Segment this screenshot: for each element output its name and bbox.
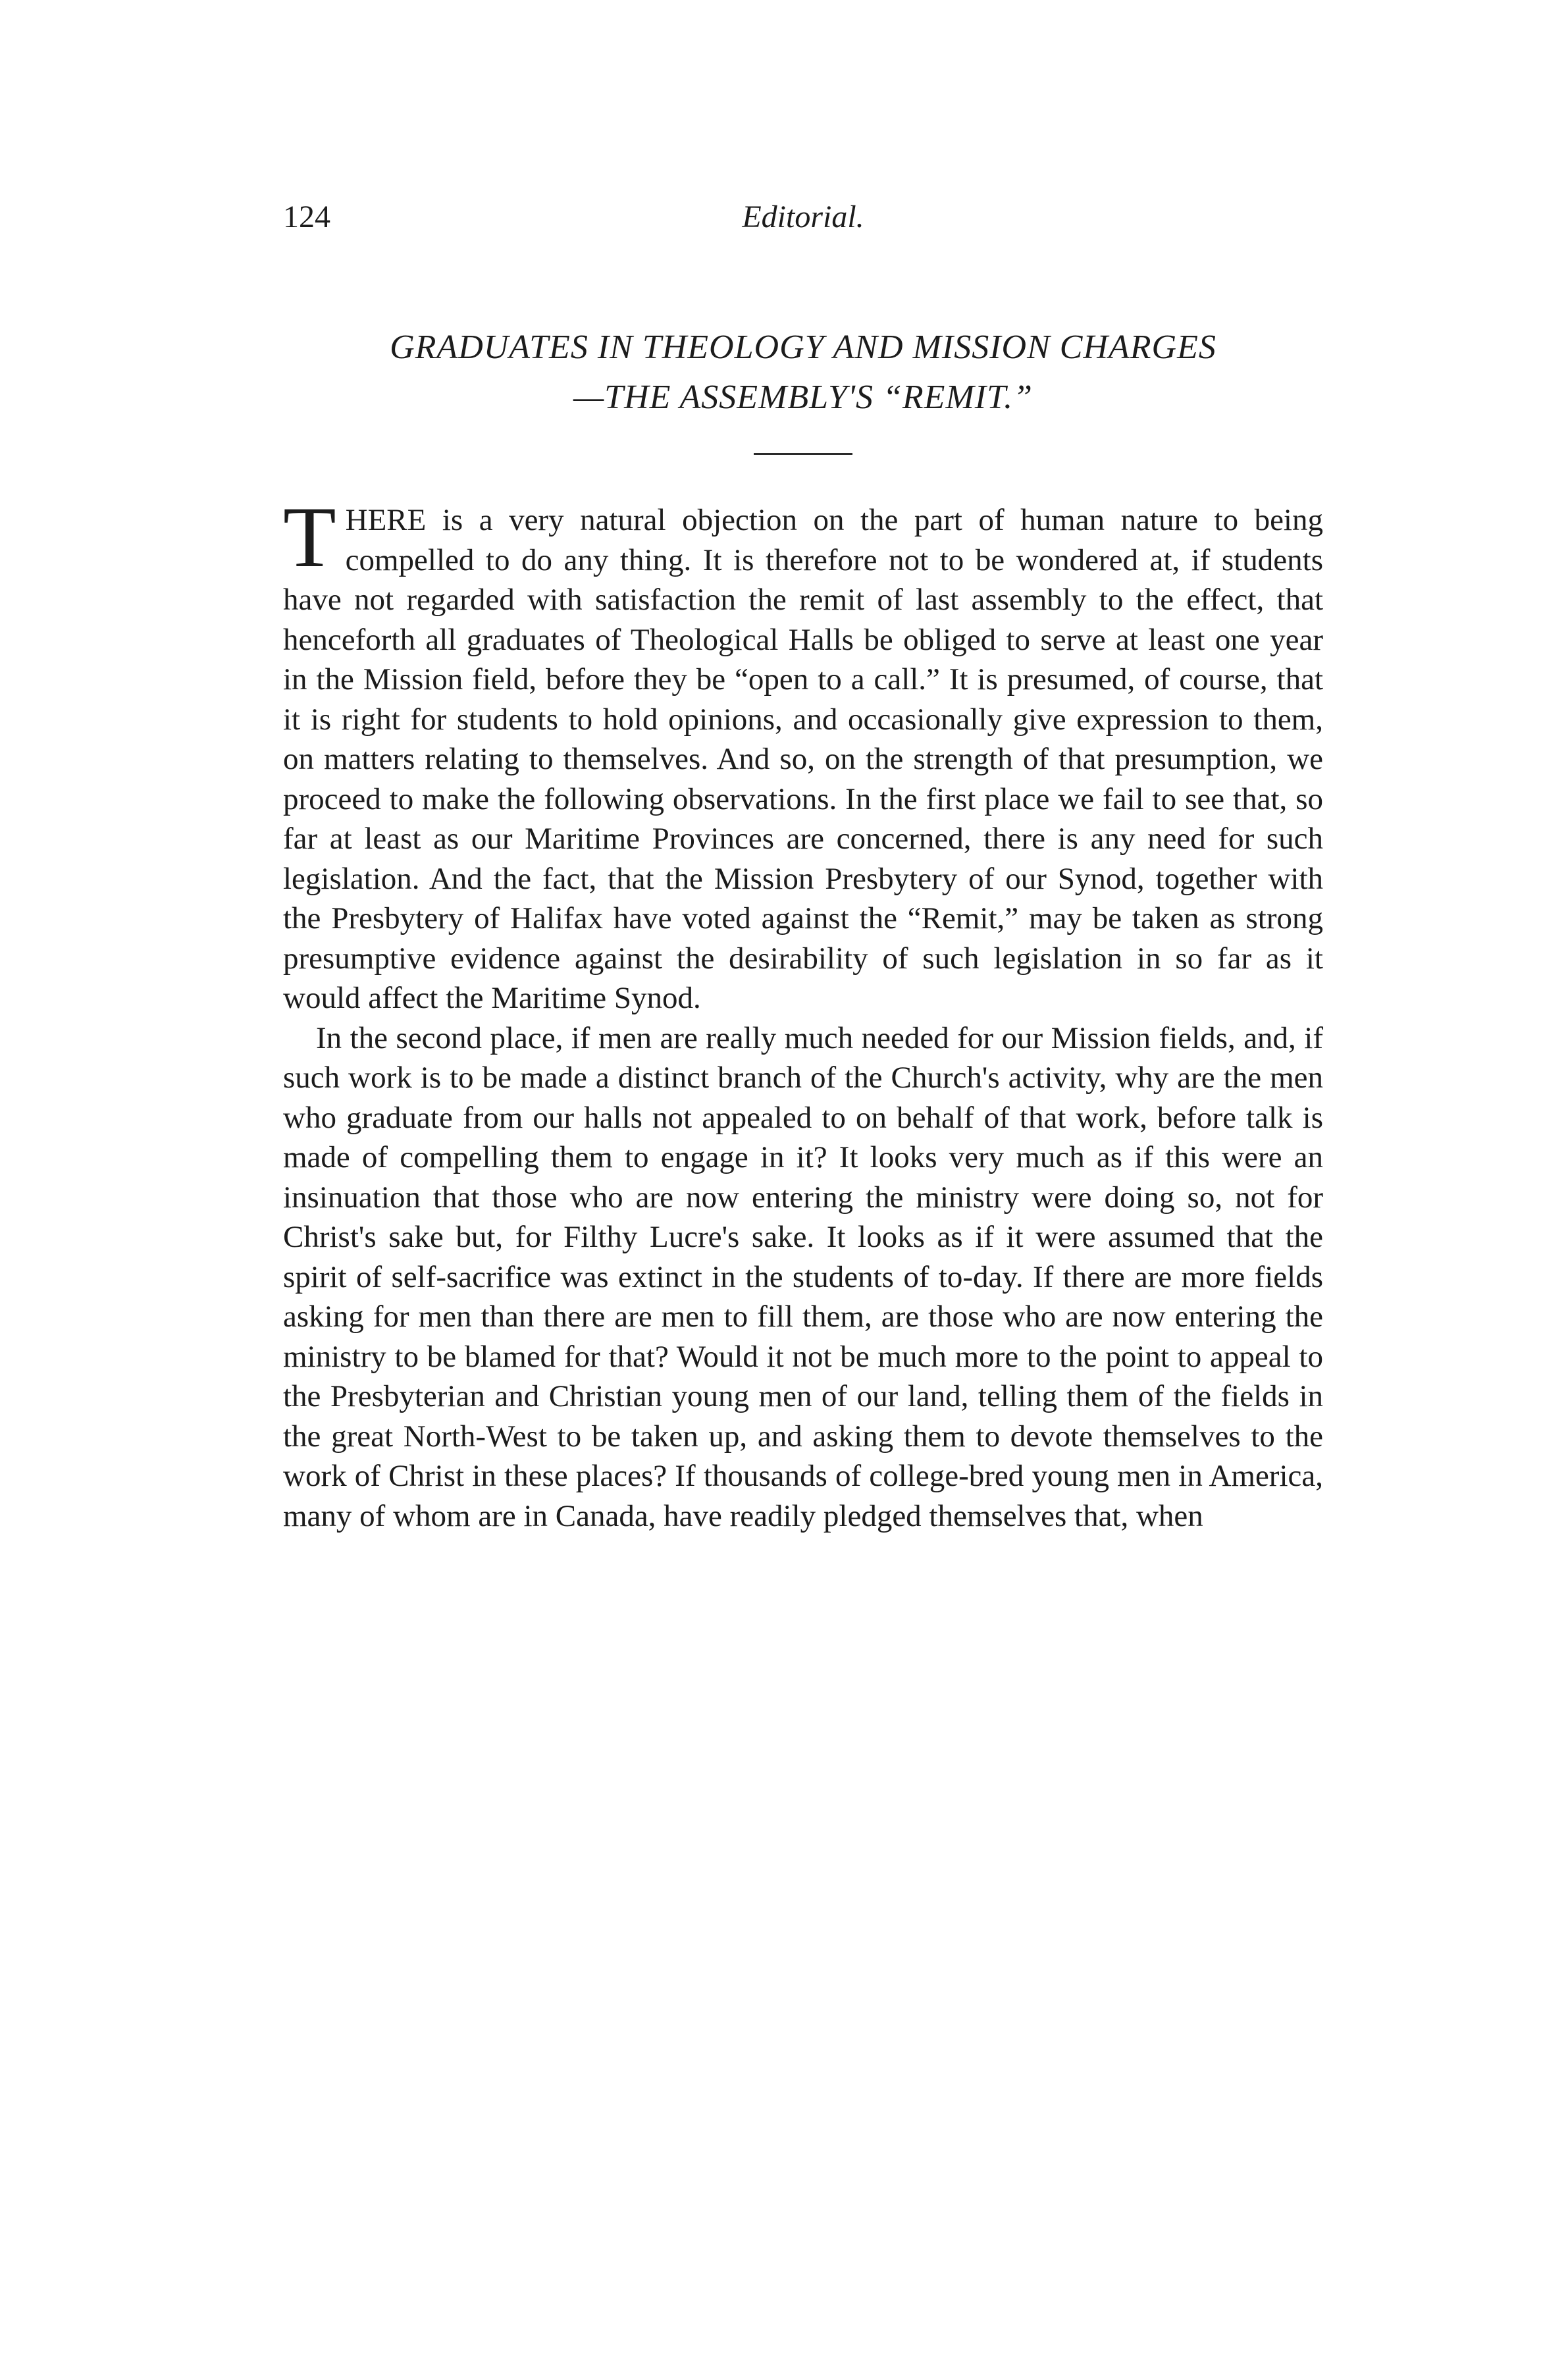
article-title xyxy=(283,323,1323,423)
page-header xyxy=(283,194,1323,247)
page-number: 124 xyxy=(283,199,330,234)
paragraph-1: THERE is a very natural objection on the part of human nature to being compelled to do any thing. It is therefore not to be wondered at, if students have not regarded with satisfaction the remit of last assembly to the effect, that henceforth all graduates of Theological Halls be obliged to serve at least one year in the Mission field, before they be “open to a call.” It is presumed, of course, that it is right for students to hold opinions, and occasionally give expression to them, on matters relating to themselves. And so, on the strength of that presumption, we proceed to make the following observations. In the first place we fail to see that, so far at least as our Maritime Provinces are concerned, there is any need for such legislation. And the fact, that the Mission Presbytery of our Synod, together with the Presbytery of Halifax have voted against the “Remit,” may be taken as strong presumptive evidence against the desirability of such legislation in so far as it would affect the Maritime Synod. xyxy=(283,488,1323,1015)
article-title-line-2: —THE ASSEMBLY'S “REMIT.” xyxy=(573,379,1033,416)
title-divider xyxy=(754,453,852,455)
article-body xyxy=(283,488,1323,1536)
article-title-line-1: GRADUATES IN THEOLOGY AND MISSION CHARGES xyxy=(390,329,1216,366)
paragraph-2: In the second place, if men are really much needed for our Mission fields, and, if such work is to be made a distinct branch of the Church's activity, why are the men who graduate from our halls not appealed to on behalf of that work, before talk is made of compelling them to engage in it? It looks very much as if this were an insinuation that those who are now entering the ministry were doing so, not for Christ's sake but, for Filthy Lucre's sake. It looks as if it were assumed that the spirit of self-sacrifice was extinct in the students of to-day. If there are more fields asking for men than there are men to fill them, are those who are now entering the ministry to be blamed for that? Would it not be much more to the point to appeal to the Presbyterian and Christian young men of our land, telling them of the fields in the great North-West to be taken up, and asking them to devote themselves to the work of Christ in these places? If thousands of college-bred young men in America, many of whom are in Canada, have readily pledged themselves that, when xyxy=(283,1020,1323,1533)
running-head: Editorial. xyxy=(742,199,864,234)
